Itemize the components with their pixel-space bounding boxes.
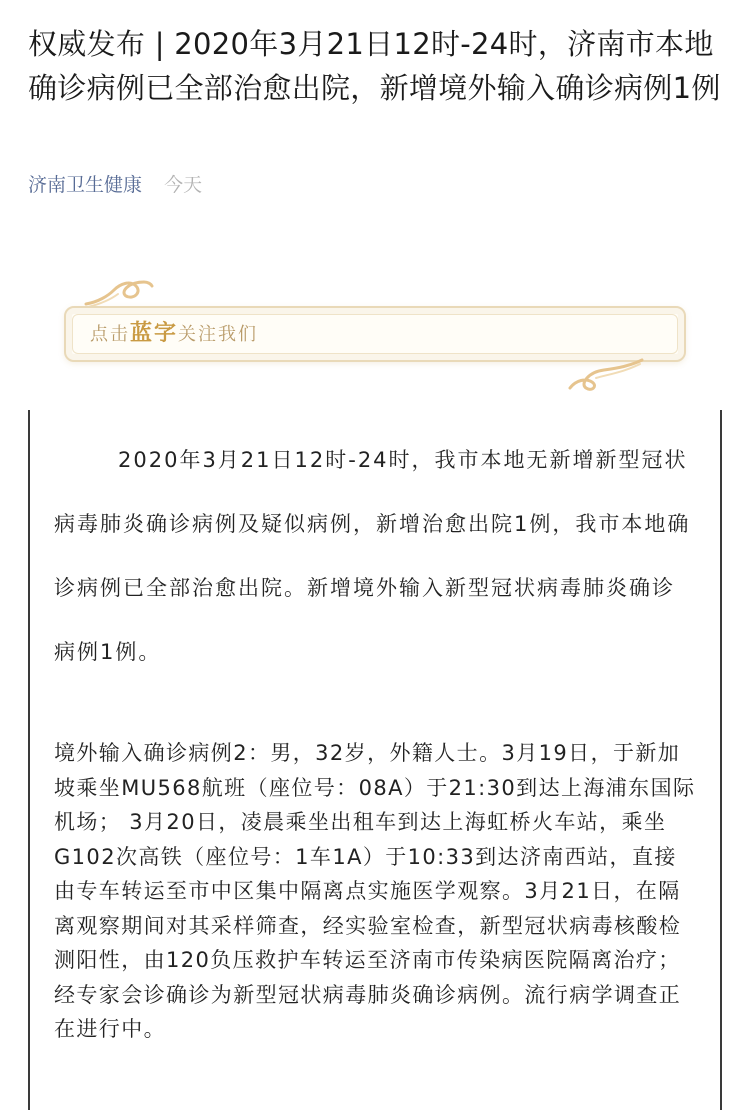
account-name-link[interactable]: 济南卫生健康 xyxy=(28,174,143,196)
follow-us-text xyxy=(90,320,258,349)
case-detail-paragraph: 境外输入确诊病例2：男，32岁，外籍人士。3月19日，于新加坡乘坐MU568航班（座位号：08A）于21:30到达上海浦东国际机场； 3月20日，凌晨乘坐出租车到达上海虹桥火车站，乘坐G102次高铁（座位号：1车1A）于10:33到达济南西站，直接由专车转运至市中区集中隔离点实施医学观察。3月21日，在隔离观察期间对其采样筛查，经实验室检查，新型冠状病毒核酸检测阳性，由120负压救护车转运至济南市传染病医院隔离治疗；经专家会诊确诊为新型冠状病毒肺炎确诊病例。流行病学调查正在进行中。 xyxy=(54,741,696,1041)
summary-paragraph: 2020年3月21日12时-24时，我市本地无新增新型冠状病毒肺炎确诊病例及疑似病例，新增治愈出院1例，我市本地确诊病例已全部治愈出院。新增境外输入新型冠状病毒肺炎确诊病例1例。 xyxy=(54,448,691,664)
follow-suffix: 关注我们 xyxy=(178,324,259,345)
ribbon-decoration-icon xyxy=(84,276,154,310)
publish-time: 今天 xyxy=(164,174,203,196)
follow-us-banner[interactable] xyxy=(64,306,686,362)
follow-prefix: 点击 xyxy=(90,324,130,345)
article-title: 权威发布 | 2020年3月21日12时-24时，济南市本地确诊病例已全部治愈出院，新增境外输入确诊病例1例 xyxy=(28,27,721,105)
blue-text-highlight: 蓝字 xyxy=(130,321,179,346)
ribbon-decoration-icon xyxy=(566,358,646,394)
article-meta xyxy=(28,170,202,200)
